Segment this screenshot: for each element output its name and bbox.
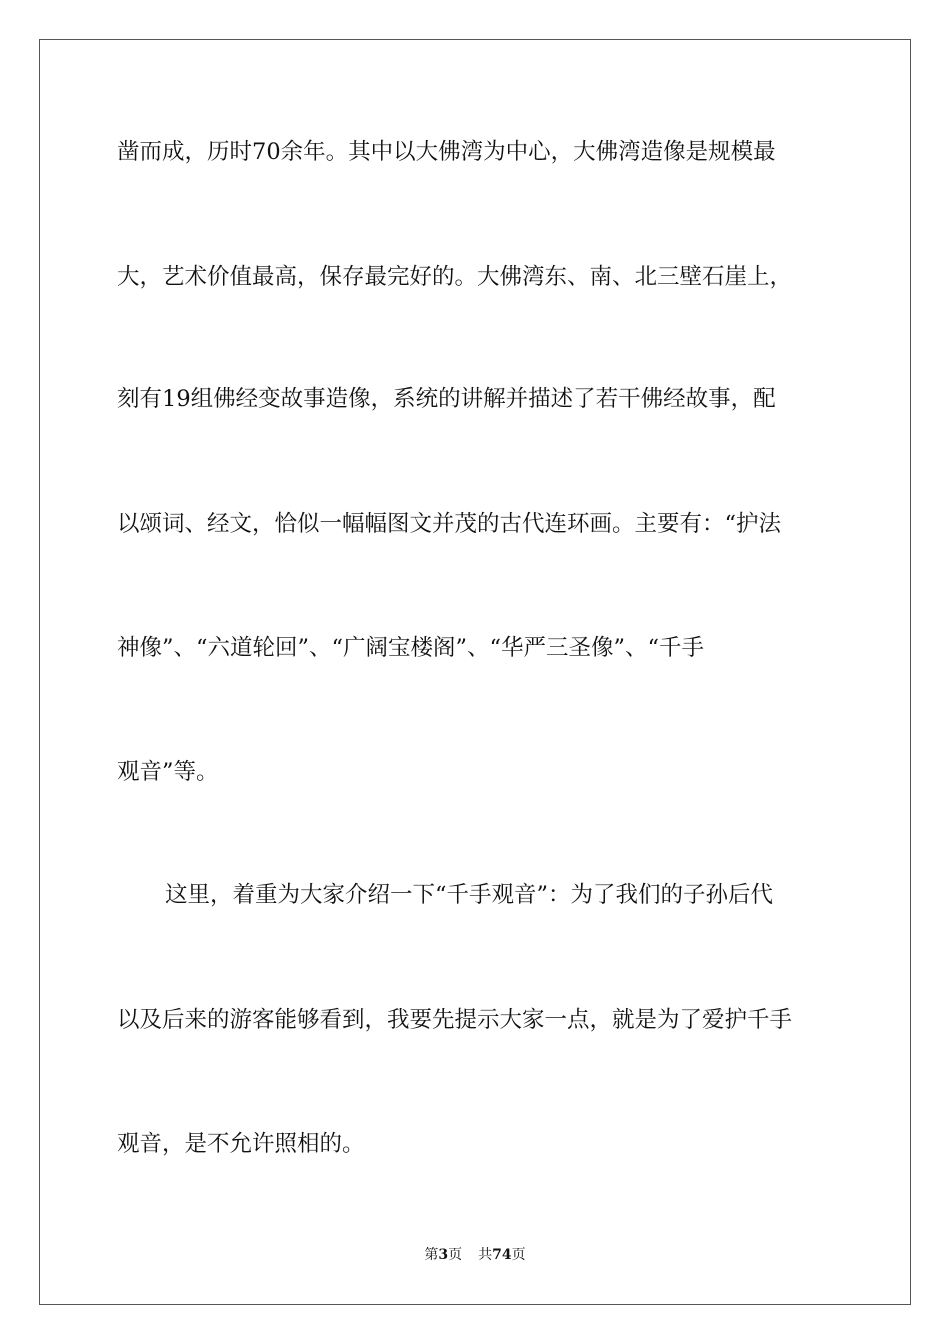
page-border [39,39,911,1305]
total-prefix: 共 [478,1247,493,1263]
paragraph-2-line-3: 观音，是不允许照相的。 [117,1131,365,1157]
paragraph-1-line-1: 凿而成，历时70余年。其中以大佛湾为中心，大佛湾造像是规模最 [117,139,776,165]
paragraph-1-line-5: 神像”、“六道轮回”、“广阔宝楼阁”、“华严三圣像”、“千手 [117,635,705,661]
total-pages-number: 74 [492,1247,512,1263]
paragraph-1-line-2: 大，艺术价值最高，保存最完好的。大佛湾东、南、北三壁石崖上， [117,264,793,290]
total-suffix: 页 [511,1247,526,1263]
paragraph-1-line-4: 以颂词、经文，恰似一幅幅图文并茂的古代连环画。主要有：“护法 [117,511,782,537]
page-suffix: 页 [448,1247,463,1263]
page-footer [0,1246,950,1264]
paragraph-1-line-6: 观音”等。 [117,759,219,785]
current-page-number: 3 [438,1247,449,1263]
page-prefix: 第 [424,1247,439,1263]
paragraph-2-line-1: 这里，着重为大家介绍一下“千手观音”：为了我们的子孙后代 [165,882,774,908]
paragraph-2-line-2: 以及后来的游客能够看到，我要先提示大家一点，就是为了爱护千手 [117,1007,793,1033]
paragraph-1-line-3: 刻有19组佛经变故事造像，系统的讲解并描述了若干佛经故事，配 [117,386,776,412]
